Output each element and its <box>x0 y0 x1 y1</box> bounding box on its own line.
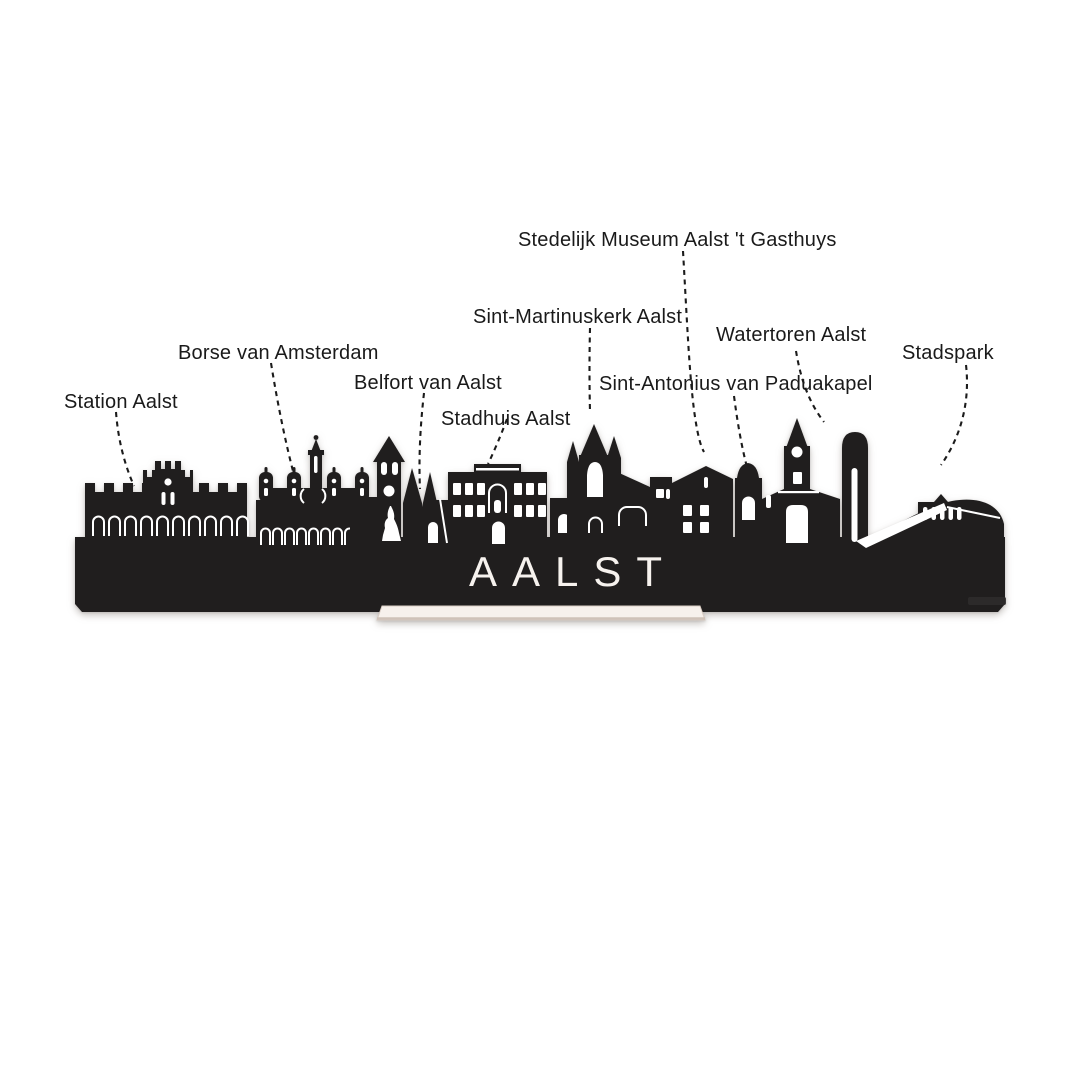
gothic-window <box>587 462 603 497</box>
building-stadhuis-aalst <box>448 464 547 545</box>
label-stadhuis-aalst: Stadhuis Aalst <box>441 408 571 430</box>
building-borse-van-amsterdam <box>256 435 378 545</box>
label-belfort-van-aalst: Belfort van Aalst <box>354 372 502 394</box>
label-sint-antonius-van-paduakapel: Sint-Antonius van Paduakapel <box>599 373 873 395</box>
label-sint-martinuskerk-aalst: Sint-Martinuskerk Aalst <box>473 306 683 328</box>
building-belfort-van-aalst <box>373 436 448 545</box>
building-sint-antonius-kapel <box>735 463 762 545</box>
stadhuis-door <box>492 522 505 545</box>
leader-line-borse <box>271 363 294 475</box>
building-paduakapel-church <box>762 418 840 545</box>
engraved-city-name: AALST <box>468 548 678 595</box>
leader-line-museum <box>683 251 704 452</box>
stadspark-hill <box>856 494 1004 548</box>
skyline-artwork <box>75 418 1006 620</box>
leader-lines <box>116 251 967 489</box>
label-stadspark: Stadspark <box>902 342 994 364</box>
label-watertoren-aalst: Watertoren Aalst <box>716 324 867 346</box>
label-station-aalst: Station Aalst <box>64 391 178 413</box>
brand-watermark <box>968 597 1006 605</box>
church-portal <box>786 505 808 543</box>
building-watertoren <box>842 432 868 545</box>
leader-line-station <box>116 412 134 486</box>
leader-line-stadspark <box>941 365 967 465</box>
leader-line-martinuskerk <box>590 328 591 412</box>
label-stedelijk-museum: Stedelijk Museum Aalst 't Gasthuys <box>518 229 837 251</box>
building-station-aalst <box>85 461 248 545</box>
label-borse-van-amsterdam: Borse van Amsterdam <box>178 342 379 364</box>
building-stedelijk-museum <box>664 466 733 545</box>
display-stand <box>377 606 705 620</box>
leader-line-belfort <box>420 393 425 489</box>
building-sint-martinuskerk <box>550 424 672 545</box>
